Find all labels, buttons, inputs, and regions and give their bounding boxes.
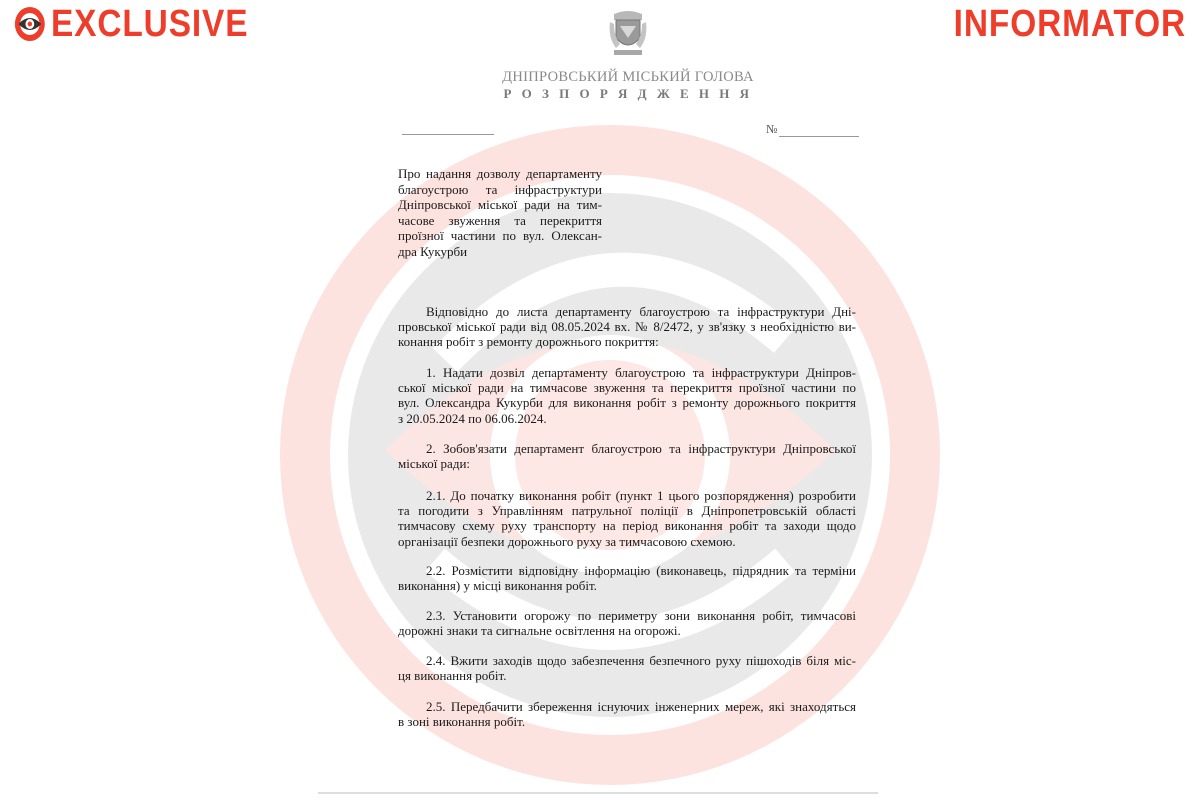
exclusive-brand [14, 4, 248, 44]
subject-line: проїзної частини по вул. Олексан- [398, 228, 602, 243]
paragraph-line: з 20.05.2024 по 06.06.2024. [398, 410, 547, 426]
clause-2-2 [398, 563, 856, 593]
paragraph-line: 2.5. Передбачити збереження існуючих інженерних мереж, які знаходяться [426, 699, 856, 714]
organization-name: ДНІПРОВСЬКИЙ МІСЬКИЙ ГОЛОВА [502, 69, 754, 85]
clause-1 [398, 365, 856, 426]
paragraph-line: організації безпеки дорожнього руху за тимчасовою схемою. [398, 533, 736, 549]
paragraph-line: вул. Олександра Кукурби для виконання робіт з ремонту дорожнього покриття [398, 395, 856, 411]
paragraph-line: конання робіт з ремонту дорожнього покриття: [398, 334, 659, 350]
paragraph-line: 2.1. До початку виконання робіт (пункт 1 цього розпорядження) розробити [426, 488, 856, 503]
subject-line: дра Кукурби [398, 243, 468, 259]
page-bottom-divider [318, 792, 878, 794]
informator-eye-logo-icon [14, 6, 46, 42]
paragraph-line: 1. Надати дозвіл департаменту благоустрою та інфраструктури Дніпров- [426, 365, 856, 380]
document-type: Р О З П О Р Я Д Ж Е Н Н Я [503, 86, 753, 101]
paragraph-line: Відповідно до листа департаменту благоустрою та інфраструктури Дні- [426, 304, 856, 319]
paragraph-line: виконання) у місці виконання робіт. [398, 578, 597, 594]
paragraph-line: міської ради: [398, 456, 471, 472]
clause-2-4 [398, 653, 856, 683]
paragraph-line: дорожні знаки та сигнальне освітлення на огорожі. [398, 623, 681, 639]
paragraph-line: та погодити з Управлінням патрульної поліції в Дніпропетровській області [398, 503, 856, 519]
paragraph-line: 2.3. Установити огорожу по периметру зони виконання робіт, тимчасові [426, 608, 856, 623]
paragraph-line: в зоні виконання робіт. [398, 714, 526, 730]
paragraph-line: 2. Зобов'язати департамент благоустрою та інфраструктури Дніпровської [426, 441, 856, 456]
clause-2-1 [398, 488, 856, 549]
date-blank-line [402, 124, 494, 135]
exclusive-label: EXCLUSIVE [50, 3, 249, 45]
paragraph-line: провської міської ради від 08.05.2024 вх. № 8/2472, у зв'язку з необхідністю ви- [398, 319, 856, 335]
paragraph-line: ської міської ради на тимчасове звуження та перекриття проїзної частини по [398, 380, 856, 396]
clause-2 [398, 441, 856, 471]
number-blank-line [779, 124, 859, 137]
clause-2-3 [398, 608, 856, 638]
subject-line: Про надання дозволу департаменту [398, 166, 602, 181]
informator-brand: INFORMATOR [953, 3, 1186, 45]
paragraph-line: ця виконання робіт. [398, 668, 507, 684]
subject-line: благоустрою та інфраструктури [398, 181, 602, 197]
intro-paragraph [398, 304, 856, 350]
paragraph-line: тимчасову схему руху транспорту на період виконання робіт та заходи щодо [398, 518, 856, 534]
decree-subject [398, 166, 602, 259]
clause-2-5 [398, 699, 856, 729]
subject-line: часове звуження та перекриття [398, 212, 602, 228]
document-number-field [766, 122, 859, 137]
number-mark: № [766, 122, 778, 136]
subject-line: Дніпровської міської ради на тим- [398, 197, 602, 212]
dnipro-coat-of-arms-icon [606, 8, 650, 58]
paragraph-line: 2.2. Розмістити відповідну інформацію (виконавець, підрядник та терміни [426, 563, 856, 578]
paragraph-line: 2.4. Вжити заходів щодо забезпечення безпечного руху пішоходів біля міс- [426, 653, 856, 668]
